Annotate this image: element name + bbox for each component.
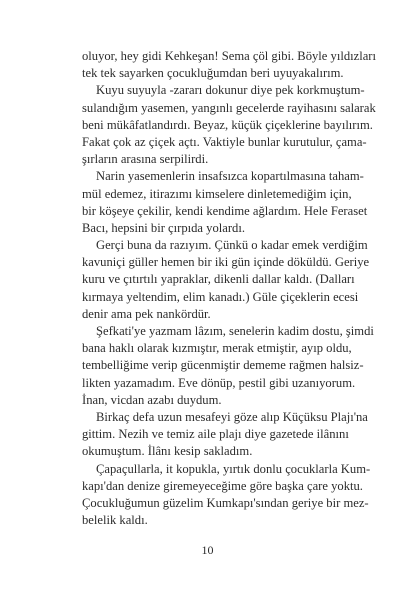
text-line: likten yazamadım. Eve dönüp, pestil gibi uzanıyorum. <box>82 375 356 390</box>
text-line: İnan, vicdan azabı duydum. <box>82 392 222 407</box>
text-line: gittim. Nezih ve temiz aile plajı diye gazetede ilânını <box>82 427 349 442</box>
text-line: Çocukluğumun güzelim Kumkapı'sından geriye bir mez- <box>82 495 369 510</box>
text-line: Gerçi buna da razıyım. Çünkü o kadar emek verdiğim <box>96 238 368 253</box>
text-line: şırların arasına serpilirdi. <box>82 152 209 167</box>
text-line: Bacı, hepsini bir çırpıda yolardı. <box>82 220 245 235</box>
body-text <box>82 48 376 529</box>
text-line: Kuyu suyuyla -zararı dokunur diye pek korkmuştum- <box>96 83 365 98</box>
text-line: oluyor, hey gidi Kehkeşan! Sema çöl gibi. Böyle yıldızları <box>82 49 376 63</box>
text-line: sulandığım yasemen, yangınlı gecelerde rayihasını salarak <box>82 100 376 115</box>
text-line: Şefkati'ye yazmam lâzım, senelerin kadim dostu, şimdi <box>96 324 374 338</box>
text-line: Narin yasemenlerin insafsızca kopartılmasına taham- <box>96 169 364 184</box>
text-line: tembelliğime verip gücenmiştir dememe rağmen halsiz- <box>82 358 364 373</box>
text-line: belelik kaldı. <box>82 513 148 528</box>
text-line: Fakat çok az çiçek açtı. Vaktiyle bunlar kurutulur, çama- <box>82 134 367 149</box>
text-line: denir ama pek nankördür. <box>82 306 211 321</box>
text-line: mül edemez, itirazımı kimselere dinletemediğim için, <box>82 186 352 201</box>
text-line: kapı'dan denize giremeyeceğime göre başka çare yoktu. <box>82 478 363 493</box>
text-line: beni mükâfatlandırdı. Beyaz, küçük çiçeklerine bayılırım. <box>82 117 373 132</box>
text-line: kuru ve çıtırtılı yapraklar, dikenli dallar kaldı. (Dalları <box>82 272 355 287</box>
text-line: Çapaçullarla, it kopukla, yırtık donlu çocuklarla Kum- <box>96 461 371 476</box>
page-number: 10 <box>201 543 214 557</box>
text-line: Birkaç defa uzun mesafeyi göze alıp Küçüksu Plajı'na <box>96 409 368 424</box>
text-line: kavuniçi güller hemen bir iki gün içinde döküldü. Geriye <box>82 255 370 270</box>
text-line: tek tek sayarken çocukluğumdan beri uyuyakalırım. <box>82 66 344 81</box>
text-line: bana haklı olarak kızmıştır, merak etmiştir, ayıp oldu, <box>82 341 352 356</box>
text-line: okumuştum. İlânı kesip sakladım. <box>82 444 253 459</box>
text-line: bir köşeye çekilir, kendi kendime ağlardım. Hele Feraset <box>82 203 368 218</box>
text-line: kırmaya yeltendim, elim kanadı.) Güle çiçeklerin ecesi <box>82 289 359 304</box>
